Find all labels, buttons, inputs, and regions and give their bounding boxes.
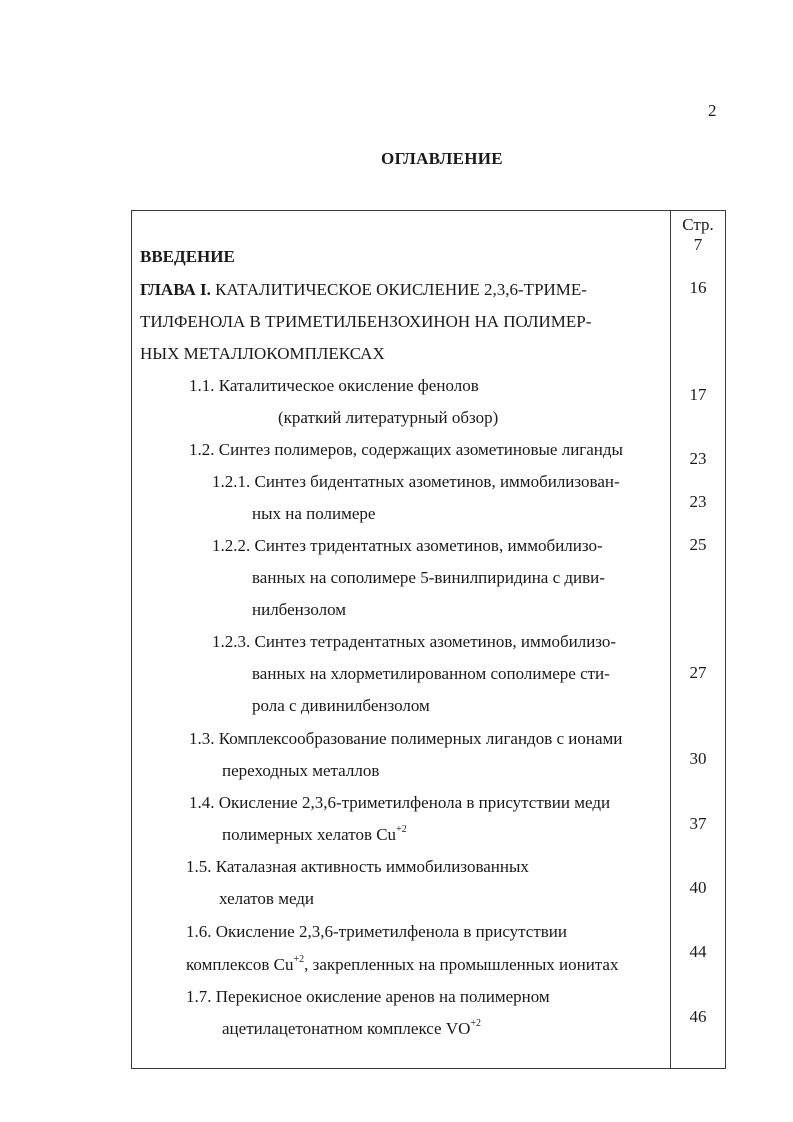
toc-entry-1-3-line2: переходных металлов — [222, 761, 380, 780]
toc-page-1-2-1: 23 — [689, 492, 707, 511]
entry-text: комплексов Cu — [186, 955, 294, 974]
toc-entry-1-5-line1: 1.5. Каталазная активность иммобилизованных — [186, 857, 529, 876]
toc-page-1-2-3: 27 — [689, 663, 707, 682]
toc-page-1-5: 40 — [689, 878, 707, 897]
toc-page-1-4: 37 — [689, 814, 707, 833]
toc-entry-1-4-line1: 1.4. Окисление 2,3,6-триметилфенола в присутствии меди — [189, 793, 611, 812]
page-number: 2 — [708, 101, 717, 120]
toc-entry-1-6-line2 — [186, 956, 618, 973]
toc-entry-1-6-line1: 1.6. Окисление 2,3,6-триметилфенола в присутствии — [186, 922, 567, 941]
toc-page-intro: 7 — [693, 235, 703, 254]
toc-page-1-1: 17 — [689, 385, 707, 404]
toc-page-1-6: 44 — [689, 942, 707, 961]
entry-text: , закрепленных на промышленных ионитах — [304, 955, 619, 974]
superscript-charge: +2 — [293, 954, 305, 965]
toc-entry-chapter1-line2: ТИЛФЕНОЛА В ТРИМЕТИЛБЕНЗОХИНОН НА ПОЛИМЕР- — [140, 312, 592, 331]
toc-entry-1-5-line2: хелатов меди — [219, 889, 315, 908]
superscript-charge: +2 — [470, 1018, 482, 1029]
toc-entry-1-2-2-line3: нилбензолом — [252, 600, 347, 619]
toc-entry-1-2-1-line1: 1.2.1. Синтез бидентатных азометинов, иммобилизован- — [212, 472, 620, 491]
superscript-charge: +2 — [396, 824, 407, 835]
page-column-divider — [670, 210, 671, 1069]
toc-entry-1-7-line1: 1.7. Перекисное окисление аренов на полимерном — [186, 987, 550, 1006]
toc-entry-1-2-2-line2: ванных на сополимере 5-винилпиридина с диви- — [252, 568, 605, 587]
toc-entry-1-2: 1.2. Синтез полимеров, содержащих азометиновые лиганды — [189, 440, 623, 459]
chapter-title-part: КАТАЛИТИЧЕСКОЕ ОКИСЛЕНИЕ 2,3,6-ТРИМЕ- — [210, 280, 587, 299]
page-title: ОГЛАВЛЕНИЕ — [381, 149, 503, 168]
page-column-header: Стр. — [682, 215, 714, 234]
toc-entry-1-1-line1: 1.1. Каталитическое окисление фенолов — [189, 376, 479, 395]
toc-entry-intro: ВВЕДЕНИЕ — [140, 247, 235, 266]
entry-text: полимерных хелатов Cu — [222, 825, 397, 844]
toc-entry-1-2-3-line2: ванных на хлорметилированном сополимере сти- — [252, 664, 610, 683]
toc-entry-1-3-line1: 1.3. Комплексообразование полимерных лигандов с ионами — [189, 729, 623, 748]
toc-entry-chapter1-line3: НЫХ МЕТАЛЛОКОМПЛЕКСАХ — [140, 344, 385, 363]
toc-page-1-2: 23 — [689, 449, 707, 468]
toc-entry-1-2-3-line3: рола с дивинилбензолом — [252, 696, 430, 715]
toc-page-1-7: 46 — [689, 1007, 707, 1026]
toc-page-chapter1: 16 — [689, 278, 707, 297]
toc-entry-chapter1-line1 — [140, 281, 587, 298]
toc-page-1-3: 30 — [689, 749, 707, 768]
toc-entry-1-2-1-line2: ных на полимере — [252, 504, 376, 523]
toc-entry-1-1-line2: (краткий литературный обзор) — [278, 408, 499, 427]
toc-entry-1-2-3-line1: 1.2.3. Синтез тетрадентатных азометинов, иммобилизо- — [212, 632, 617, 651]
entry-text: ацетилацетонатном комплексе VO — [222, 1019, 471, 1038]
chapter-prefix: ГЛАВА I. — [140, 280, 211, 299]
toc-entry-1-7-line2 — [222, 1020, 481, 1037]
toc-entry-1-2-2-line1: 1.2.2. Синтез тридентатных азометинов, иммобилизо- — [212, 536, 603, 555]
toc-page-1-2-2: 25 — [689, 535, 707, 554]
toc-entry-1-4-line2 — [222, 826, 407, 843]
